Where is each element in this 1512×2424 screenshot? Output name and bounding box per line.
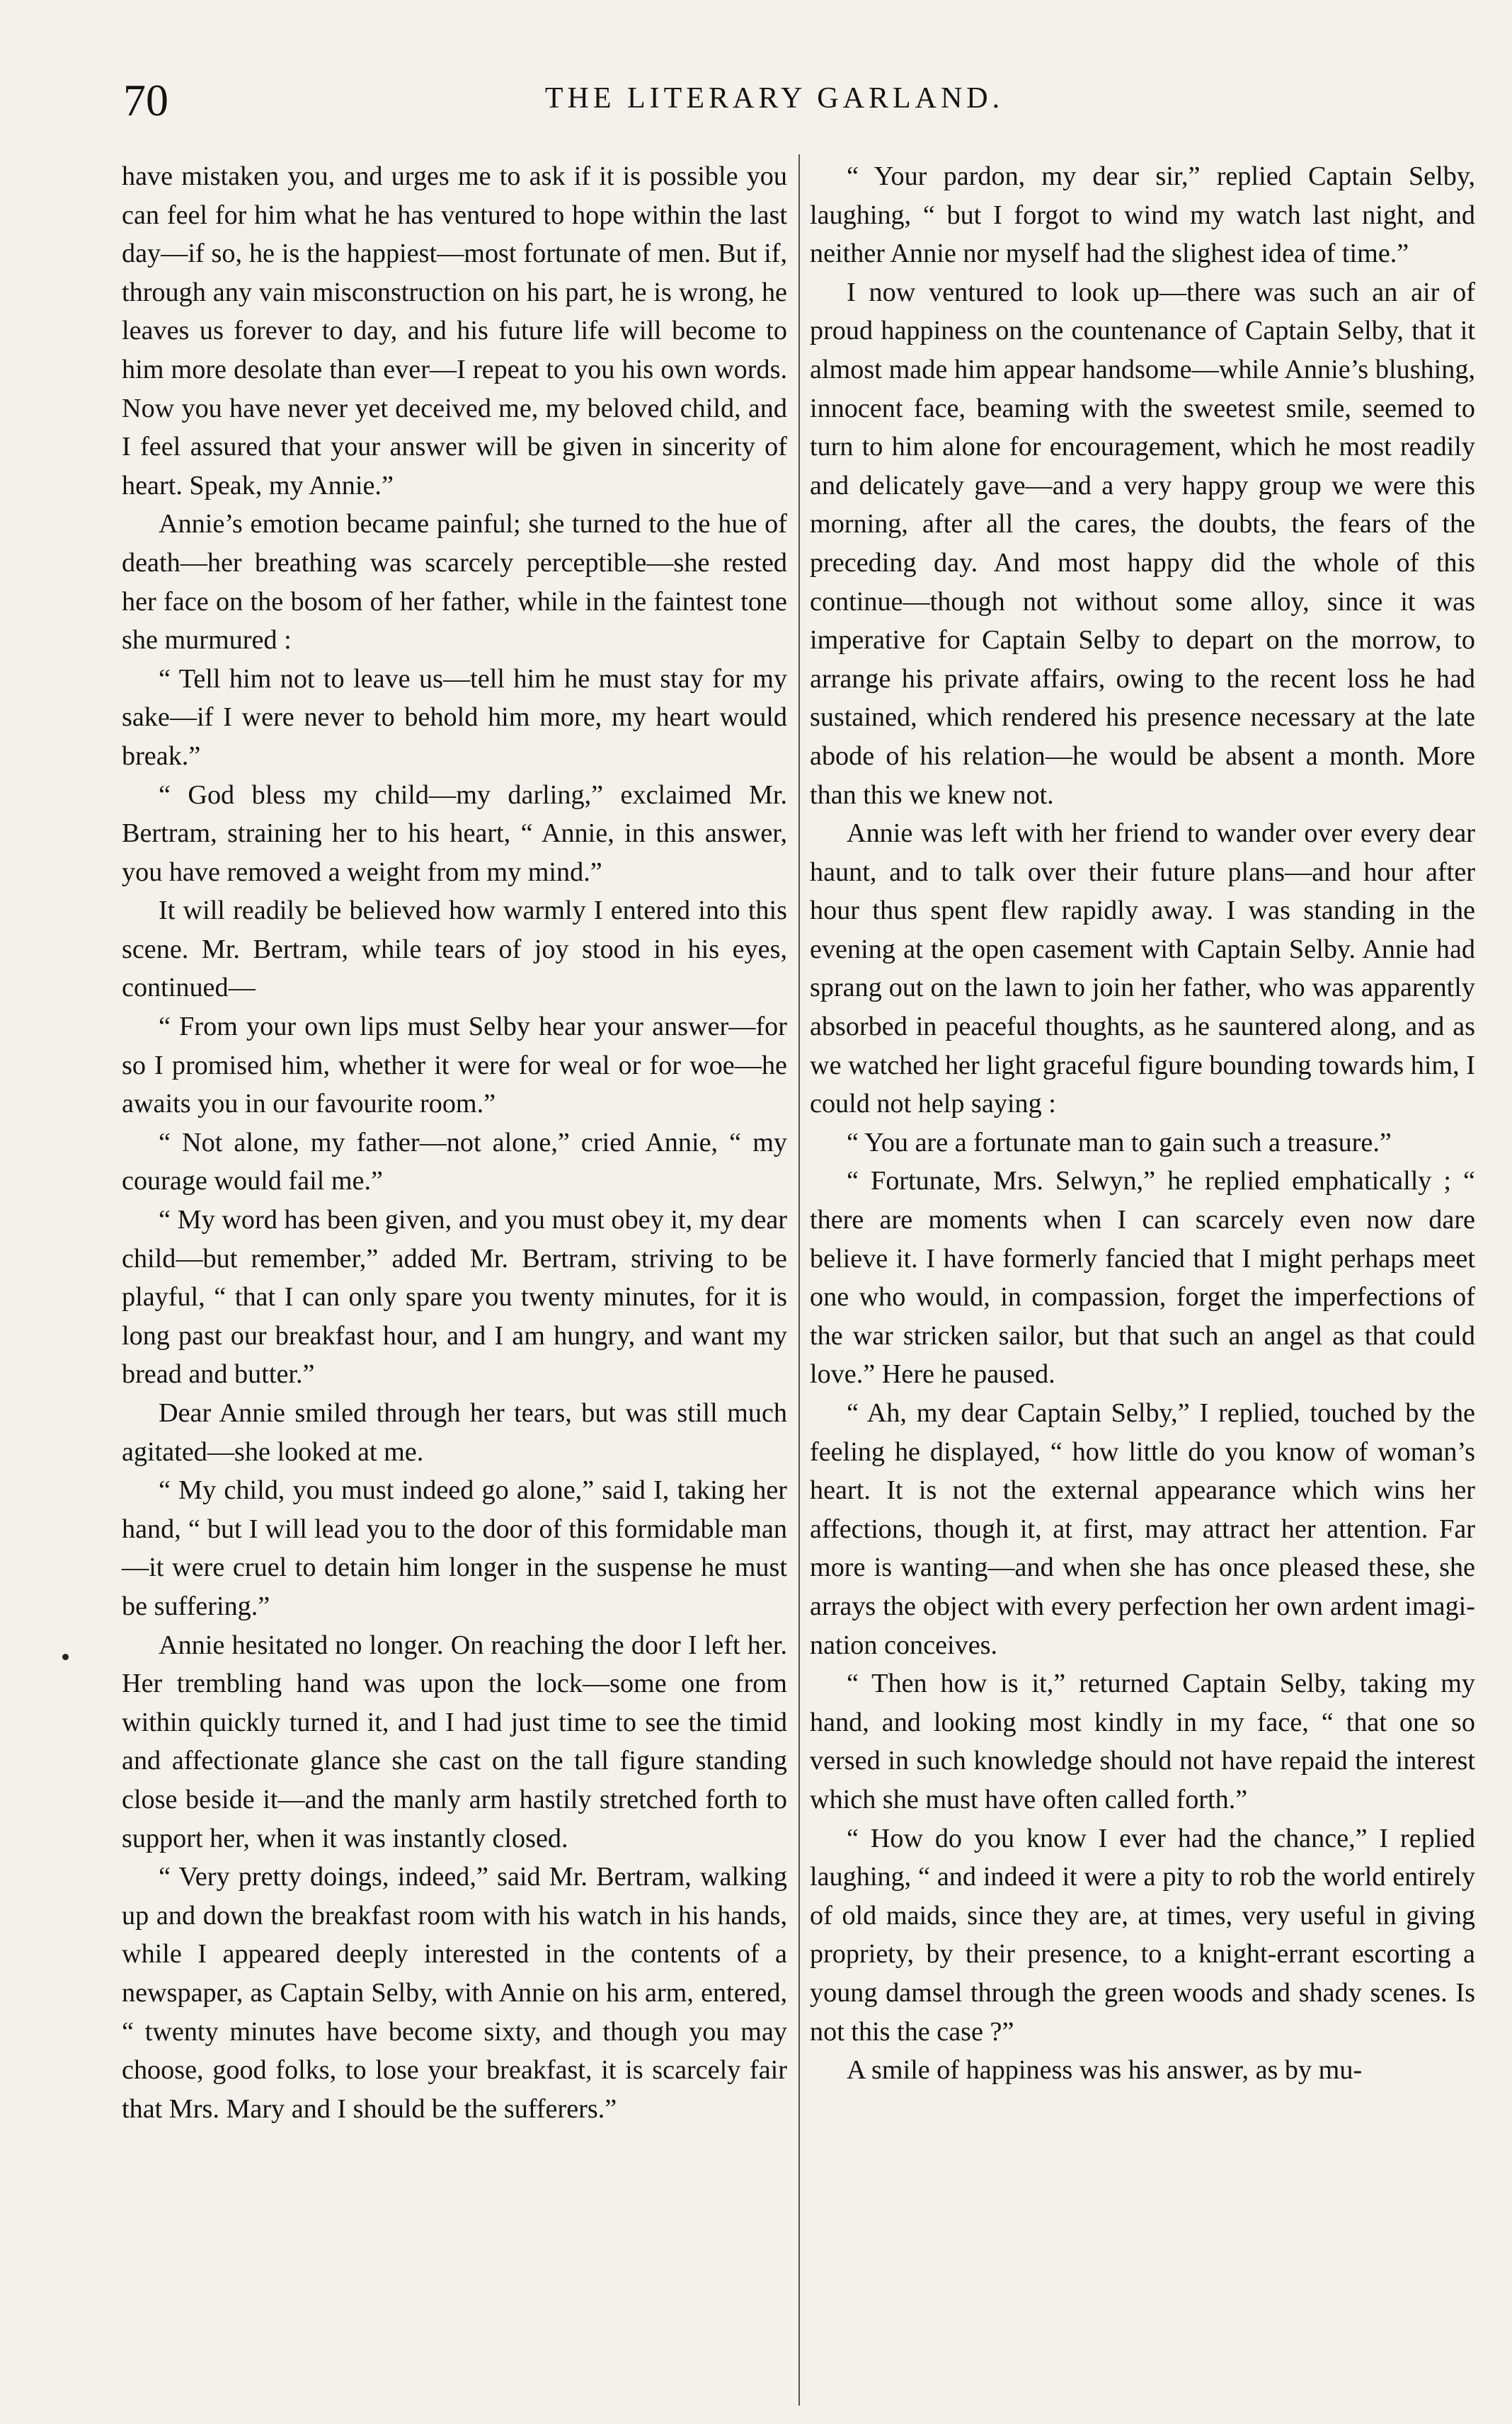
page-number: 70	[123, 75, 168, 125]
paragraph: It will readily be believed how warmly I entered into this scene. Mr. Bertram, while tears of joy stood in his eyes, continued—	[122, 896, 787, 1003]
paragraph: A smile of happiness was his answer, as by mu-	[847, 2055, 1363, 2086]
paragraph: “ My word has been given, and you must obey it, my dear child—but remember,” added Mr. Bertram, striving to be playful, “ that I can only spare you twenty minutes, for it is long past our breakfast hour, and I am hungry, and want my bread and butter.”	[122, 1205, 787, 1390]
paragraph: “ You are a fortunate man to gain such a treasure.”	[847, 1127, 1392, 1157]
page-header	[123, 69, 1426, 140]
paragraph: “ Ah, my dear Captain Selby,” I replied, touched by the feeling he displayed, “ how little do you know of woman’s heart. It is not the external appearance which wins her affections, though it, at first, may attract her attention. Far more is wanting—and when she has once pleased these, she arrays the object with every perfection her own ardent imagination conceives.	[810, 1398, 1475, 1660]
paragraph: “ How do you know I ever had the chance,” I replied laughing, “ and indeed it were a pity to rob the world entirely of old maids, since they are, at times, very useful in giving propriety, by their presence, to a knight-errant escorting a young damsel through the green woods and shady scenes. Is not this the case ?”	[810, 1823, 1475, 2047]
paragraph: “ Not alone, my father—not alone,” cried Annie, “ my courage would fail me.”	[122, 1127, 787, 1196]
paragraph: Dear Annie smiled through her tears, but was still much agitated—she looked at me.	[122, 1398, 787, 1467]
paragraph: have mistaken you, and urges me to ask if it is possible you can feel for him what he has ventured to hope within the last day—if so, he is the happiest—most fortunate of men. But if, through any vain misconstruction on his part, he is wrong, he leaves us forever to day, and his future life will become to him more desolate than ever—I repeat to you his own words. Now you have never yet deceived me, my beloved child, and I feel assured that your answer will be given in sincerity of heart. Speak, my Annie.”	[122, 161, 787, 501]
paragraph: Annie’s emotion became painful; she turned to the hue of death—her breathing was scarcely perceptible—she rested her face on the bosom of her father, while in the faintest tone she murmured :	[122, 509, 787, 656]
paragraph: “ Then how is it,” returned Captain Selby, taking my hand, and looking most kindly in my face, “ that one so versed in such knowledge should not have repaid the interest which she must have often called forth.”	[810, 1669, 1475, 1814]
paragraph: “ God bless my child—my darling,” exclaimed Mr. Bertram, straining her to his heart, “ Annie, in this answer, you have removed a weight from my mind.”	[122, 779, 787, 887]
paragraph: Annie was left with her friend to wander over every dear haunt, and to talk over their future plans—and hour after hour thus spent flew rapidly away. I was standing in the evening at the open casement with Captain Selby. Annie had sprang out on the lawn to join her father, who was apparently absorbed in peaceful thoughts, as he sauntered along, and as we watched her light graceful figure bounding towards him, I could not help saying :	[810, 818, 1475, 1119]
paragraph: “ Very pretty doings, indeed,” said Mr. Bertram, walking up and down the breakfast room with his watch in his hands, while I appeared deeply interested in the contents of a newspaper, as Captain Selby, with Annie on his arm, entered, “ twenty minutes have become sixty, and though you may choose, good folks, to lose your breakfast, it is scarcely fair that Mrs. Mary and I should be the sufferers.”	[122, 1862, 787, 2124]
paragraph: Annie hesitated no longer. On reaching the door I left her. Her trembling hand was upon the lock—some one from within quickly turned it, and I had just time to see the timid and affectionate glance she cast on the tall figure standing close beside it—and the manly arm hastily stretched forth to support her, when it was instantly closed.	[122, 1630, 787, 1853]
paragraph: I now ventured to look up—there was such an air of proud happiness on the countenance of Captain Selby, that it almost made him appear handsome—while Annie’s blushing, innocent face, beaming with the sweetest smile, seemed to turn to him alone for encouragement, which he most readily and delicately gave—and a very happy group we were this morning, after all the cares, the doubts, the fears of the preceding day. And most happy did the whole of this continue—though not without some alloy, since it was imperative for Captain Selby to depart on the morrow, to arrange his private affairs, owing to the recent loss he had sustained, which rendered his presence necessary at the late abode of his relation—he would be absent a month. More than this we knew not.	[810, 277, 1475, 810]
left-column	[122, 157, 787, 2128]
running-title: THE LITERARY GARLAND.	[544, 82, 1004, 115]
paragraph: “ Your pardon, my dear sir,” replied Captain Selby, laughing, “ but I forgot to wind my watch last night, and neither Annie nor myself had the slighest idea of time.”	[810, 161, 1475, 269]
margin-mark	[62, 1654, 69, 1660]
paragraph: “ Tell him not to leave us—tell him he must stay for my sake—if I were never to behold him more, my heart would break.”	[122, 663, 787, 771]
paragraph: “ Fortunate, Mrs. Selwyn,” he replied emphatically ; “ there are moments when I can scarcely even now dare believe it. I have formerly fancied that I might perhaps meet one who would, in compassion, forget the imperfections of the war stricken sailor, but that such an angel as that could love.” Here he paused.	[810, 1166, 1475, 1390]
column-divider	[798, 154, 800, 2406]
paragraph: “ My child, you must indeed go alone,” said I, taking her hand, “ but I will lead you to the door of this formidable man—it were cruel to detain him longer in the suspense he must be suffering.”	[122, 1475, 787, 1621]
right-column	[810, 157, 1475, 2090]
paragraph: “ From your own lips must Selby hear your answer—for so I promised him, whether it were for weal or for woe—he awaits you in our favourite room.”	[122, 1012, 787, 1119]
